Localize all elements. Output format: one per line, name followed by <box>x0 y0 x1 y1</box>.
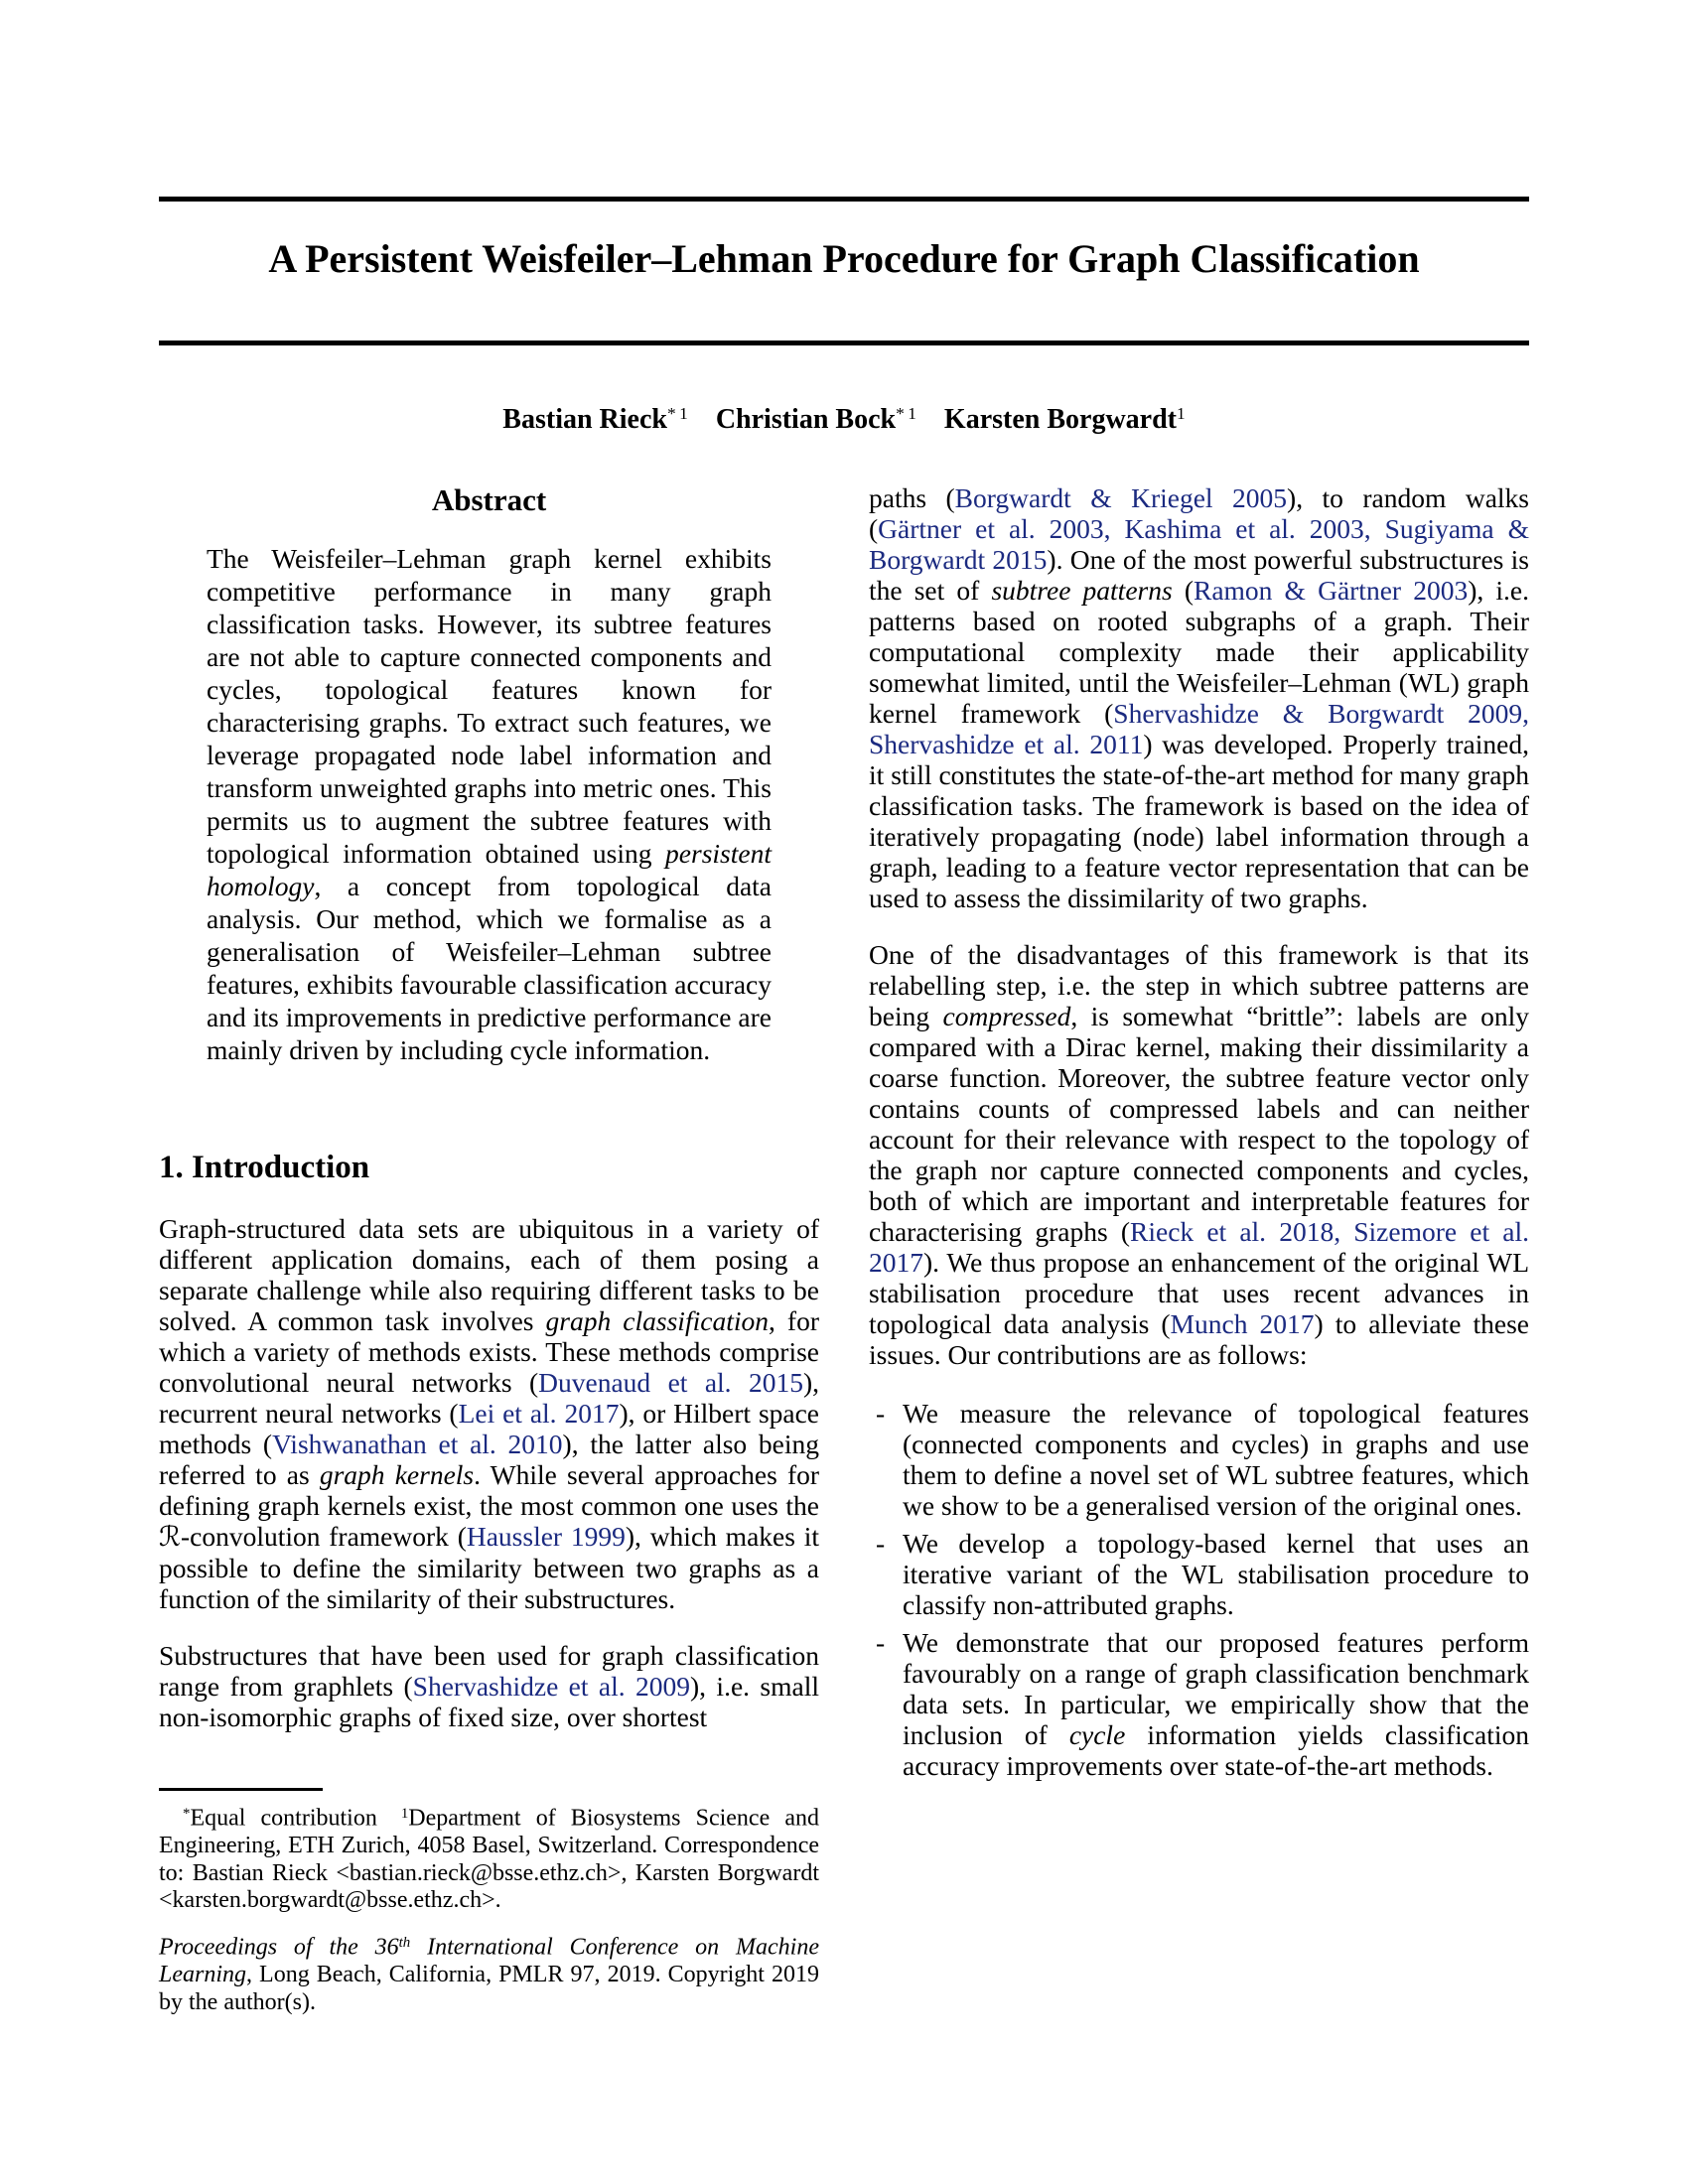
text-segment: , is somewhat “brittle”: labels are only compared with a Dirac kernel, making their dissimilarity a coarse function. Moreover, the subtree feature vector only contains counts of compressed labels and can neither account for their relevance with respect to the topology of the graph nor capture connected components and cycles, both of which are important and interpretable features for characterising graphs ( <box>869 1001 1529 1248</box>
introduction-paragraph-2 <box>159 1640 819 1732</box>
text-segment: compressed <box>942 1001 1071 1032</box>
abstract-heading: Abstract <box>431 482 547 518</box>
contribution-item-3-text <box>903 1627 1529 1781</box>
introduction-paragraph-1 <box>159 1213 819 1614</box>
citation-link[interactable]: Vishwanathan et al. 2010 <box>272 1429 563 1460</box>
contribution-item-1-text <box>903 1398 1529 1521</box>
contribution-item-2-text <box>903 1528 1529 1620</box>
text-segment: ), i.e. small non-isomorphic graphs of fixed size, over shortest <box>159 1671 819 1733</box>
citation-link[interactable]: Haussler 1999 <box>466 1521 626 1553</box>
text-segment: The Weisfeiler–Lehman graph kernel exhibits competitive performance in many graph classification tasks. However, its subtree features are not able to capture connected components and cycles, topological features known for characterising graphs. To extract such features, we leverage propagated node label information and transform unweighted graphs into metric ones. This permits us to augment the subtree features with topological information obtained using <box>207 543 772 870</box>
citation-link[interactable]: Rieck et al. 2018, Sizemore et al. 2017 <box>869 1216 1529 1279</box>
text-segment: ) to alleviate these issues. Our contributions are as follows: <box>869 1308 1529 1371</box>
text-segment: ). We thus propose an enhancement of the original WL stabilisation procedure that uses recent advances in topological data analysis ( <box>869 1247 1529 1340</box>
text-segment: We measure the relevance of topological features (connected components and cycles) in graphs and use them to define a novel set of WL subtree features, which we show to be a generalised version of the original ones. <box>903 1398 1529 1522</box>
text-segment: * 1 <box>896 404 916 423</box>
text-segment: Equal contribution <box>190 1805 401 1832</box>
text-segment: * 1 <box>666 404 688 423</box>
text-segment: ( <box>1172 575 1194 607</box>
text-segment: cycle <box>1068 1719 1126 1751</box>
citation-link[interactable]: Ramon & Gärtner 2003 <box>1193 575 1469 607</box>
citation-link[interactable]: Munch 2017 <box>1170 1308 1315 1340</box>
text-segment: Substructures that have been used for graph classification range from graphlets ( <box>159 1640 819 1703</box>
citation-link[interactable]: Lei et al. 2017 <box>458 1398 620 1430</box>
text-segment: ℛ <box>159 1521 181 1554</box>
page-content <box>159 197 1529 2016</box>
text-segment: 1 <box>400 1806 409 1823</box>
contribution-item-2 <box>869 1528 1529 1620</box>
left-column <box>159 482 819 2016</box>
contributions-list <box>869 1398 1529 1781</box>
dash-bullet-icon: - <box>876 1398 886 1430</box>
text-segment: Karsten Borgwardt <box>943 404 1177 436</box>
text-segment: We demonstrate that our proposed features perform favourably on a range of graph classification benchmark data sets. In particular, we empirically show that the inclusion of <box>903 1627 1529 1751</box>
text-segment: We develop a topology-based kernel that uses an iterative variant of the WL stabilisation procedure to classify non-attributed graphs. <box>903 1528 1529 1621</box>
footnote-equal-contribution <box>159 1801 819 1915</box>
text-segment: ), i.e. patterns based on rooted subgraphs of a graph. Their computational complexity made their applicability somewhat limited, until the Weisfeiler–Lehman (WL) graph kernel framework ( <box>869 575 1529 730</box>
text-segment: subtree patterns <box>991 575 1173 607</box>
paper-page <box>0 197 1688 2184</box>
contribution-item-1 <box>869 1398 1529 1521</box>
citation-link[interactable]: Shervashidze et al. 2009 <box>412 1671 691 1703</box>
text-segment: Department of Biosystems Science and Engineering, ETH Zurich, 4058 Basel, Switzerland. Correspondence to: Bastian Rieck <bastian.rieck@bsse.ethz.ch>, Karsten Borgwardt <karsten.borgwardt@bsse.ethz.ch>. <box>159 1805 819 1914</box>
citation-link[interactable]: Borgwardt & Kriegel 2005 <box>954 482 1288 514</box>
text-segment: ), recurrent neural networks ( <box>159 1367 820 1430</box>
title-divider-rule <box>159 341 1529 345</box>
text-segment: information yields classification accuracy improvements over state-of-the-art methods. <box>903 1719 1529 1782</box>
text-segment: ). One of the most powerful substructures is the set of <box>869 544 1529 607</box>
text-segment: . While several approaches for defining graph kernels exist, the most common one uses the <box>159 1459 820 1522</box>
right-paragraph-2 <box>869 939 1529 1370</box>
citation-link[interactable]: Gärtner et al. 2003, Kashima et al. 2003, Sugiyama & Borgwardt 2015 <box>869 513 1529 576</box>
text-segment: Bastian Rieck <box>502 404 667 436</box>
text-segment: paths ( <box>869 482 955 514</box>
top-divider-rule <box>159 197 1529 202</box>
text-segment <box>688 404 716 435</box>
text-segment: graph classification <box>545 1305 769 1337</box>
text-segment: Graph-structured data sets are ubiquitous in a variety of different application domains, each of them posing a separate challenge while also requiring different tasks to be solved. A common task involves <box>159 1213 819 1337</box>
text-segment: , Long Beach, California, PMLR 97, 2019. Copyright 2019 by the author(s). <box>159 1962 819 2015</box>
text-segment: -convolution framework ( <box>180 1521 467 1553</box>
footnote-block <box>159 1788 819 2016</box>
text-segment: , for which a variety of methods exists. These methods comprise convolutional neural networks ( <box>159 1305 819 1399</box>
text-segment: ) was developed. Properly trained, it still constitutes the state-of-the-art method for many graph classification tasks. The framework is based on the idea of iteratively propagating (node) label information through a graph, leading to a feature vector representation that can be used to assess the dissimilarity of two graphs. <box>869 729 1529 914</box>
two-column-body <box>159 482 1529 2016</box>
citation-link[interactable]: Duvenaud et al. 2015 <box>538 1367 803 1399</box>
text-segment: ), the latter also being referred to as <box>159 1429 819 1491</box>
text-segment: ), to random walks ( <box>869 482 1529 545</box>
section-heading-introduction: 1. Introduction <box>159 1150 370 1186</box>
text-segment: th <box>398 1934 411 1951</box>
author-line <box>159 397 1529 437</box>
text-segment: persistent homology <box>207 838 772 902</box>
dash-bullet-icon: - <box>876 1528 886 1560</box>
text-segment: Christian Bock <box>715 404 897 436</box>
text-segment <box>916 404 944 435</box>
paper-title: A Persistent Weisfeiler–Lehman Procedure for Graph Classification <box>268 236 1420 281</box>
text-segment: International Conference on Machine Learning <box>159 1934 820 1988</box>
text-segment: graph kernels <box>319 1459 475 1491</box>
text-segment: Proceedings of the 36 <box>159 1934 399 1961</box>
text-segment: , a concept from topological data analysis. Our method, which we formalise as a generalisation of Weisfeiler–Lehman subtree features, exhibits favourable classification accuracy and its improvements in predictive performance are mainly driven by including cycle information. <box>207 871 772 1066</box>
contribution-item-3 <box>869 1627 1529 1781</box>
abstract-text <box>207 542 772 1066</box>
dash-bullet-icon: - <box>876 1627 886 1659</box>
right-paragraph-1 <box>869 482 1529 913</box>
text-segment: One of the disadvantages of this framework is that its relabelling step, i.e. the step in which subtree patterns are being <box>869 939 1529 1032</box>
proceedings-copyright-note <box>159 1930 819 2016</box>
footnote-divider-rule <box>159 1788 323 1791</box>
text-segment: * <box>183 1806 191 1823</box>
text-segment: ), which makes it possible to define the similarity between two graphs as a function of the similarity of their substructures. <box>159 1521 819 1615</box>
abstract-section <box>159 482 819 1066</box>
text-segment: ), or Hilbert space methods ( <box>159 1398 820 1460</box>
citation-link[interactable]: Shervashidze & Borgwardt 2009, Shervashidze et al. 2011 <box>869 698 1529 760</box>
text-segment: 1 <box>1177 404 1186 423</box>
right-column <box>869 482 1529 2016</box>
